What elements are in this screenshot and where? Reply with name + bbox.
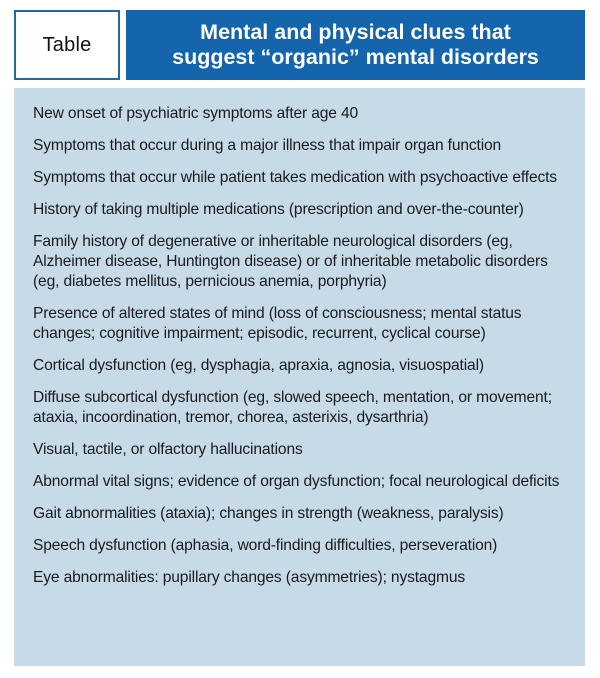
- table-tag: [14, 10, 120, 80]
- table-frame: [14, 10, 585, 666]
- table-title: [126, 10, 585, 80]
- table-title-line-2: suggest “organic” mental disorders: [172, 45, 539, 69]
- table-row: Gait abnormalities (ataxia); changes in strength (weakness, paralysis): [33, 505, 504, 522]
- table-row: Eye abnormalities: pupillary changes (asymmetries); nystagmus: [33, 569, 465, 586]
- table-row: Family history of degenerative or inheritable neurological disorders (eg, Alzheimer disease, Huntington disease) or of inheritable metabolic disorders (eg, diabetes mellitus, pernicious anemia, porphyria): [33, 233, 548, 290]
- table-tag-label: Table: [42, 33, 92, 56]
- table-row: New onset of psychiatric symptoms after age 40: [33, 105, 359, 122]
- table-body: [14, 88, 585, 666]
- table-row: Diffuse subcortical dysfunction (eg, slowed speech, mentation, or movement; ataxia, incoordination, tremor, chorea, asterixis, dysarthria): [33, 389, 552, 426]
- table-row: Symptoms that occur during a major illness that impair organ function: [33, 137, 502, 154]
- table-row: Cortical dysfunction (eg, dysphagia, apraxia, agnosia, visuospatial): [33, 357, 484, 374]
- table-title-line-1: Mental and physical clues that: [200, 20, 511, 44]
- table-row: History of taking multiple medications (prescription and over-the-counter): [33, 201, 524, 218]
- table-row: Symptoms that occur while patient takes medication with psychoactive effects: [33, 169, 557, 186]
- table-row: Speech dysfunction (aphasia, word-finding difficulties, perseveration): [33, 537, 498, 554]
- table-header: [14, 10, 585, 80]
- table-row: Abnormal vital signs; evidence of organ dysfunction; focal neurological deficits: [33, 473, 560, 490]
- table-row: Presence of altered states of mind (loss of consciousness; mental status changes; cognitive impairment; episodic, recurrent, cyclical course): [33, 305, 522, 342]
- table-row: Visual, tactile, or olfactory hallucinations: [33, 441, 303, 458]
